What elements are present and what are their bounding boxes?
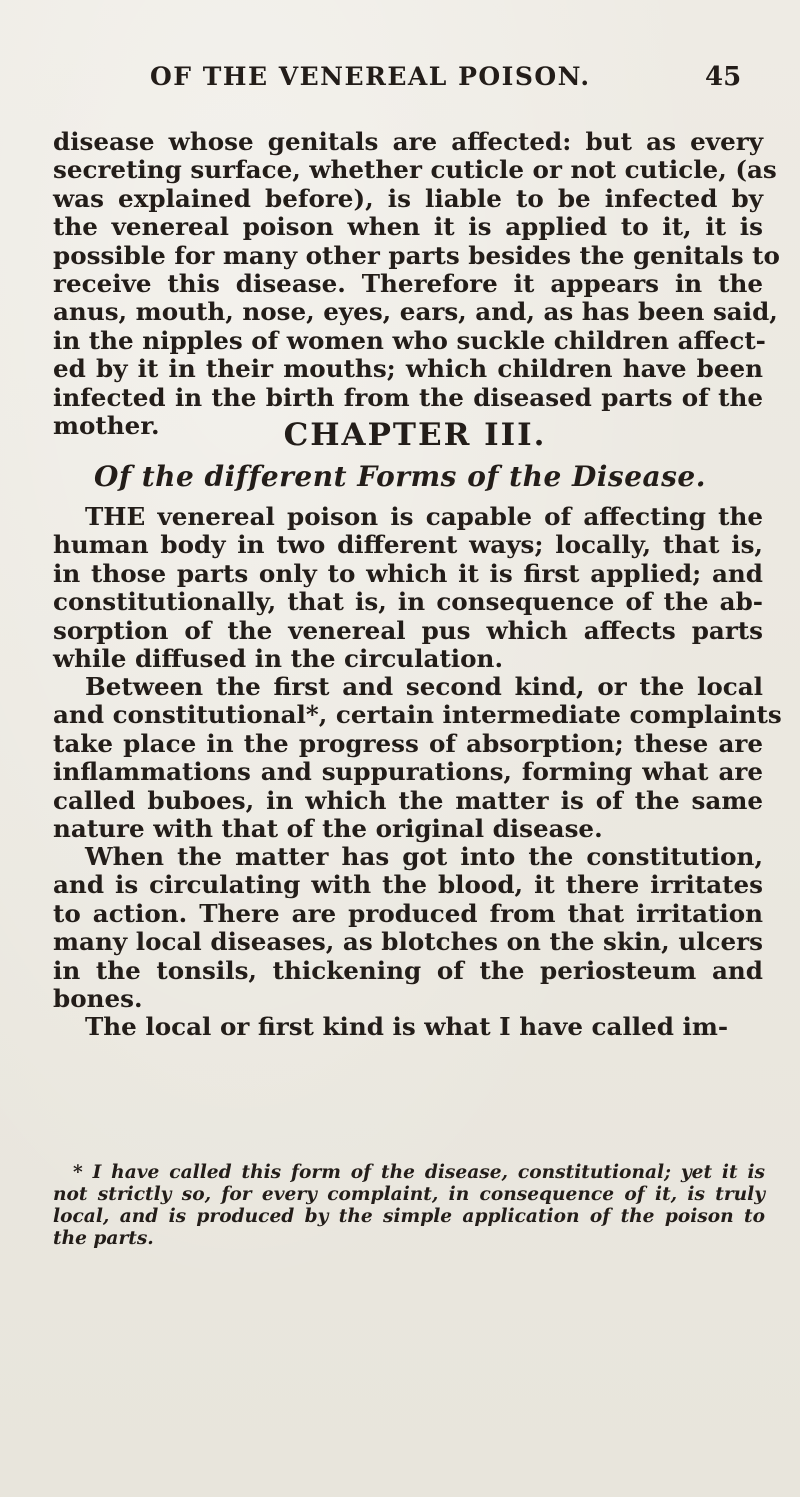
- footnote: [53, 1162, 765, 1250]
- footnote-line: not strictly so, for every complaint, in consequence of it, is truly: [53, 1184, 765, 1205]
- paragraph-continuation: [53, 127, 780, 441]
- text-line: and constitutional*, certain intermediate complaints: [53, 700, 782, 730]
- footnote-line: * I have called this form of the disease, constitutional; yet it is: [73, 1162, 765, 1183]
- text-line: take place in the progress of absorption; these are: [53, 728, 763, 758]
- paragraph-intro: [53, 503, 763, 673]
- footnote-line: local, and is produced by the simple application of the poison to: [53, 1206, 765, 1227]
- text-line: ed by it in their mouths; which children have been: [53, 354, 763, 384]
- footnote-line: the parts.: [53, 1228, 154, 1249]
- text-line: constitutionally, that is, in consequence of the ab-: [53, 587, 763, 617]
- text-line: receive this disease. Therefore it appears in the: [53, 269, 763, 299]
- text-line: in the tonsils, thickening of the periosteum and: [53, 955, 763, 985]
- text-line: THE venereal poison is capable of affecting the: [85, 502, 763, 531]
- text-line: many local diseases, as blotches on the skin, ulcers: [53, 927, 763, 957]
- text-line: and is circulating with the blood, it there irritates: [53, 870, 763, 900]
- text-line: infected in the birth from the diseased parts of the: [53, 382, 763, 412]
- running-head: OF THE VENEREAL POISON.: [150, 62, 591, 91]
- paragraph-local: [53, 1013, 763, 1041]
- text-line: the venereal poison when it is applied to it, it is: [53, 212, 763, 242]
- text-line: in those parts only to which it is first applied; and: [53, 558, 763, 588]
- text-line: nature with that of the original disease.: [53, 814, 603, 844]
- text-line: in the nipples of women who suckle children affect-: [53, 325, 766, 355]
- text-line: called buboes, in which the matter is of the same: [53, 785, 763, 815]
- text-line: anus, mouth, nose, eyes, ears, and, as has been said,: [53, 297, 778, 327]
- text-line: possible for many other parts besides the genitals to: [53, 240, 780, 270]
- text-line: human body in two different ways; locally, that is,: [53, 530, 763, 560]
- page-number: 45: [705, 62, 742, 92]
- text-line: When the matter has got into the constitution,: [85, 842, 763, 871]
- text-line: bones.: [53, 984, 143, 1014]
- text-line: disease whose genitals are affected: but as every: [53, 127, 763, 156]
- text-line: mother.: [53, 411, 160, 441]
- text-line: to action. There are produced from that irritation: [53, 898, 763, 928]
- text-line: was explained before), is liable to be infected by: [53, 183, 763, 213]
- text-line: The local or first kind is what I have called im-: [85, 1012, 729, 1041]
- text-line: inflammations and suppurations, forming what are: [53, 757, 763, 787]
- paragraph-intermediate: [53, 672, 782, 844]
- chapter-title: CHAPTER III.: [283, 417, 547, 453]
- text-line: secreting surface, whether cuticle or not cuticle, (as: [53, 155, 777, 185]
- text-line: Between the first and second kind, or the local: [85, 672, 763, 701]
- text-line: while diffused in the circulation.: [53, 644, 504, 674]
- paragraph-constitution: [53, 843, 763, 1013]
- page-header: [0, 62, 800, 98]
- chapter-subtitle: Of the different Forms of the Disease.: [94, 460, 706, 493]
- text-line: sorption of the venereal pus which affects parts: [53, 615, 763, 645]
